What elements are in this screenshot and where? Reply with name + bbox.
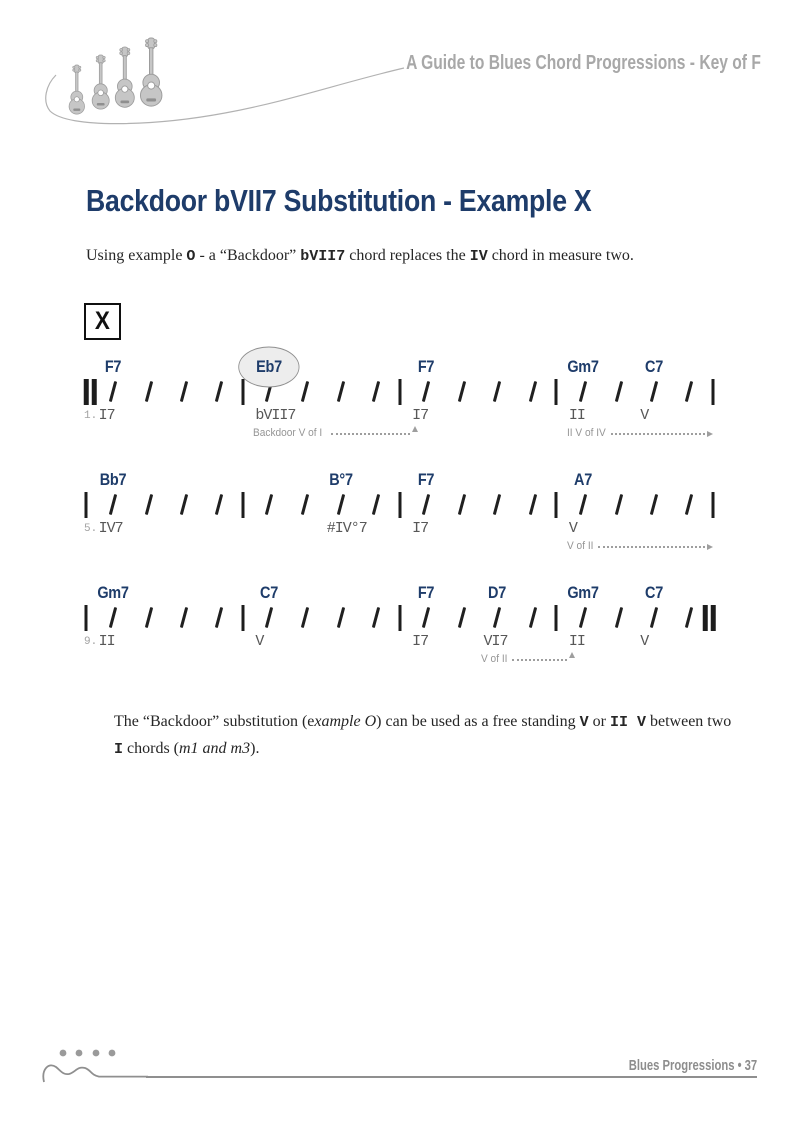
text-segment: ). [250, 739, 260, 757]
barline [555, 605, 558, 631]
beat-slash [301, 607, 309, 628]
beat-slash [108, 607, 116, 628]
footer-rule [146, 1076, 757, 1078]
text-segment: xample O [314, 713, 377, 730]
text-segment: chord in measure two. [487, 247, 634, 264]
text-segment: O [186, 248, 196, 265]
ukulele-logo [40, 35, 420, 147]
roman-numeral: VI7 [483, 633, 508, 650]
beat-slash [180, 494, 188, 515]
beat-slash [422, 381, 430, 402]
text-segment: I [114, 740, 124, 758]
chord-label-circled: Eb7 [256, 357, 283, 376]
chord-label: A7 [573, 470, 592, 489]
roman-numeral: V [640, 633, 649, 650]
barline [555, 492, 558, 518]
example-label-box [84, 303, 121, 340]
text-segment: chords ( [123, 739, 179, 757]
beat-slash [372, 607, 380, 628]
tuning-peg-dot [109, 1050, 116, 1057]
barline [84, 379, 89, 405]
tuning-peg-dot [76, 1050, 83, 1057]
text-segment: between two [645, 713, 732, 730]
beat-slash [685, 494, 693, 515]
beat-slash [337, 381, 345, 402]
chord-label: Gm7 [567, 357, 599, 376]
annotation-text: II V of IV [566, 426, 606, 439]
beat-slash [301, 494, 309, 515]
text-segment: II V [609, 714, 646, 731]
chord-label: C7 [260, 583, 279, 602]
page-title: Backdoor bVII7 Substitution - Example X [86, 183, 592, 218]
beat-slash [301, 381, 309, 402]
roman-numeral: V [255, 633, 264, 650]
beat-slash [265, 494, 273, 515]
beat-slash [337, 494, 345, 515]
roman-numeral: I7 [412, 633, 429, 650]
beat-slash [108, 494, 116, 515]
beat-slash [372, 381, 380, 402]
text-segment: bVII7 [300, 248, 346, 265]
intro-text [86, 247, 634, 265]
chord-label: Bb7 [99, 470, 126, 489]
system-row [86, 357, 713, 441]
barline [398, 492, 401, 518]
beat-slash [215, 607, 223, 628]
measure-number: 5. [84, 523, 98, 535]
page-number: Blues Progressions • 37 [628, 1057, 757, 1074]
text-segment: IV [469, 248, 488, 265]
beat-slash [650, 381, 658, 402]
up-arrow-icon [569, 652, 575, 658]
roman-numeral: V [568, 520, 577, 537]
barline [398, 379, 401, 405]
barline [712, 379, 715, 405]
chord-label: F7 [417, 357, 435, 376]
annotation-text: V of II [566, 539, 594, 552]
beat-slash [145, 381, 153, 402]
chord-label: C7 [645, 583, 664, 602]
beat-slash [579, 607, 587, 628]
dotted-line [512, 659, 567, 661]
function-annotation [253, 426, 418, 439]
barline [241, 605, 244, 631]
tuning-peg-dot [60, 1050, 67, 1057]
roman-numeral: #IV°7 [326, 520, 367, 537]
measure-number: 1. [84, 410, 98, 422]
barline [703, 605, 708, 631]
text-segment: or [588, 713, 610, 730]
beat-slash [615, 607, 623, 628]
text-segment: The “Backdoor” substitution (e [114, 713, 315, 730]
beat-slash [180, 607, 188, 628]
roman-numeral: II [98, 633, 115, 650]
barline [85, 492, 88, 518]
annotation-text: V of II [481, 652, 508, 665]
function-annotation [481, 652, 574, 665]
beat-slash [493, 494, 501, 515]
measure-number: 9. [84, 636, 98, 648]
barline [712, 492, 715, 518]
beat-slash [458, 494, 466, 515]
text-segment: chord replaces the [345, 247, 470, 264]
roman-numeral: bVII7 [255, 407, 296, 424]
chord-label: C7 [645, 357, 664, 376]
chord-label: F7 [104, 357, 121, 376]
beat-slash [215, 494, 223, 515]
roman-numeral: I7 [98, 407, 115, 424]
beat-slash [337, 607, 345, 628]
beat-slash [108, 381, 116, 402]
barline [398, 605, 401, 631]
beat-slash [685, 381, 693, 402]
chord-label: B°7 [328, 470, 353, 489]
note-text [114, 709, 732, 762]
beat-slash [422, 494, 430, 515]
beat-slash [372, 494, 380, 515]
beat-slash [579, 381, 587, 402]
chord-label: Gm7 [567, 583, 599, 602]
beat-slash [493, 607, 501, 628]
tuning-peg-dot [93, 1050, 100, 1057]
beat-slash [265, 607, 273, 628]
right-arrow-icon [707, 431, 713, 437]
function-annotation [567, 539, 713, 552]
dotted-line [331, 433, 411, 435]
beat-slash [529, 381, 537, 402]
beat-slash [685, 607, 693, 628]
barline [85, 605, 88, 631]
footer-guitar-motif [40, 1042, 160, 1092]
barline [92, 379, 97, 405]
beat-slash [615, 494, 623, 515]
beat-slash [180, 381, 188, 402]
beat-slash [145, 607, 153, 628]
beat-slash [650, 607, 658, 628]
beat-slash [615, 381, 623, 402]
text-segment: V [579, 714, 589, 731]
beat-slash [529, 494, 537, 515]
roman-numeral: IV7 [98, 520, 123, 537]
chord-label: F7 [417, 470, 435, 489]
system-row [86, 583, 713, 667]
chord-label: F7 [417, 583, 435, 602]
text-segment: ) can be used as a free standing [376, 713, 580, 730]
barline [555, 379, 558, 405]
beat-slash [529, 607, 537, 628]
roman-numeral: I7 [412, 407, 429, 424]
barline [241, 379, 244, 405]
beat-slash [493, 381, 501, 402]
book-title: A Guide to Blues Chord Progressions - Key of F [406, 52, 761, 74]
roman-numeral: II [568, 633, 585, 650]
beat-slash [458, 607, 466, 628]
beat-slash [145, 494, 153, 515]
text-segment: m1 and m3 [179, 739, 251, 757]
roman-numeral: V [640, 407, 649, 424]
chord-chart [86, 357, 713, 696]
footer-curve-line [43, 1065, 148, 1082]
barline [711, 605, 716, 631]
beat-slash [422, 607, 430, 628]
annotation-text: Backdoor V of I [253, 426, 323, 439]
dotted-line [598, 546, 705, 548]
system-row [86, 470, 713, 554]
roman-numeral: II [568, 407, 585, 424]
beat-slash [579, 494, 587, 515]
chord-label: Gm7 [96, 583, 129, 602]
beat-slash [458, 381, 466, 402]
chord-label: D7 [488, 583, 507, 602]
right-arrow-icon [707, 544, 713, 550]
example-label: X [94, 307, 111, 335]
text-segment: Using example [86, 247, 187, 264]
up-arrow-icon [412, 426, 418, 432]
beat-slash [650, 494, 658, 515]
text-segment: - a “Backdoor” [195, 247, 301, 264]
dotted-line [611, 433, 705, 435]
barline [241, 492, 244, 518]
roman-numeral: I7 [412, 520, 429, 537]
function-annotation [567, 426, 713, 439]
beat-slash [215, 381, 223, 402]
